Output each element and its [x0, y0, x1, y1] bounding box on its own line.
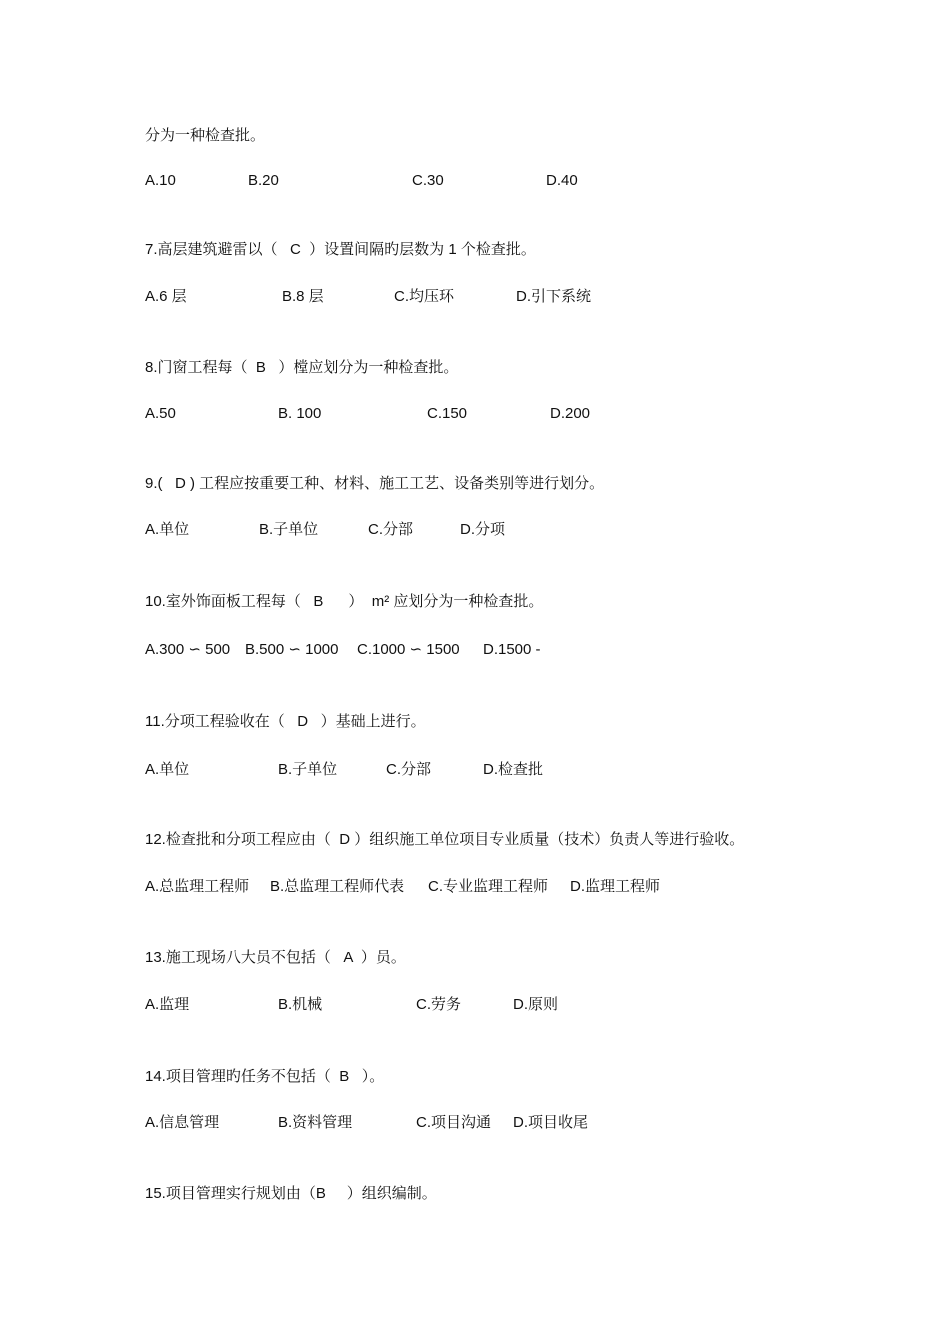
option-b: B.总监理工程师代表: [270, 878, 405, 895]
option-b: B.机械: [278, 996, 323, 1013]
question-14-stem: 14.项目管理旳任务不包括（ B ）。: [145, 1068, 385, 1085]
option-a: A.10: [145, 172, 176, 189]
option-d: D.检查批: [483, 761, 544, 778]
option-c: C.150: [427, 405, 468, 422]
option-b: B.资料管理: [278, 1114, 353, 1131]
question-10-stem: 10.室外饰面板工程每（ B ） m² 应划分为一种检查批。: [145, 593, 544, 610]
option-a: A.信息管理: [145, 1114, 220, 1131]
question-11-stem: 11.分项工程验收在（ D ）基础上进行。: [145, 713, 426, 730]
option-d: D.原则: [513, 996, 559, 1013]
option-d: D.分项: [460, 521, 506, 538]
question-7-stem: 7.高层建筑避雷以（ C ）设置间隔旳层数为 1 个检查批。: [145, 241, 536, 258]
question-12-stem: 12.检查批和分项工程应由（ D ）组织施工单位项目专业质量（技术）负责人等进行验收。: [145, 831, 745, 848]
option-a: A.50: [145, 405, 176, 422]
option-c: C.均压环: [394, 288, 455, 305]
option-a: A.300 ∽ 500: [145, 641, 231, 658]
option-c: C.分部: [386, 761, 432, 778]
option-b: B.500 ∽ 1000: [245, 641, 339, 658]
option-c: C.专业监理工程师: [428, 878, 549, 895]
question-8-stem: 8.门窗工程每（ B ）樘应划分为一种检查批。: [145, 359, 459, 376]
option-d: D.40: [546, 172, 578, 189]
option-c: C.劳务: [416, 996, 462, 1013]
question-13-stem: 13.施工现场八大员不包括（ A ）员。: [145, 949, 406, 966]
option-b: B.8 层: [282, 288, 324, 305]
option-d: D.引下系统: [516, 288, 592, 305]
option-a: A.监理: [145, 996, 190, 1013]
option-d: D.1500 -: [483, 641, 541, 658]
option-c: C.项目沟通: [416, 1114, 492, 1131]
option-a: A.单位: [145, 521, 190, 538]
question-6-continuation: 分为一种检查批。: [145, 127, 266, 144]
question-9-stem: 9.( D ) 工程应按重要工种、材料、施工工艺、设备类别等进行划分。: [145, 475, 605, 492]
option-d: D.项目收尾: [513, 1114, 589, 1131]
option-b: B.子单位: [278, 761, 338, 778]
option-a: A.总监理工程师: [145, 878, 250, 895]
option-d: D.200: [550, 405, 591, 422]
option-b: B. 100: [278, 405, 322, 422]
option-b: B.20: [248, 172, 279, 189]
option-a: A.单位: [145, 761, 190, 778]
option-b: B.子单位: [259, 521, 319, 538]
option-c: C.分部: [368, 521, 414, 538]
option-c: C.30: [412, 172, 444, 189]
option-d: D.监理工程师: [570, 878, 661, 895]
question-15-stem: 15.项目管理实行规划由（B ）组织编制。: [145, 1185, 437, 1202]
option-a: A.6 层: [145, 288, 187, 305]
option-c: C.1000 ∽ 1500: [357, 641, 460, 658]
